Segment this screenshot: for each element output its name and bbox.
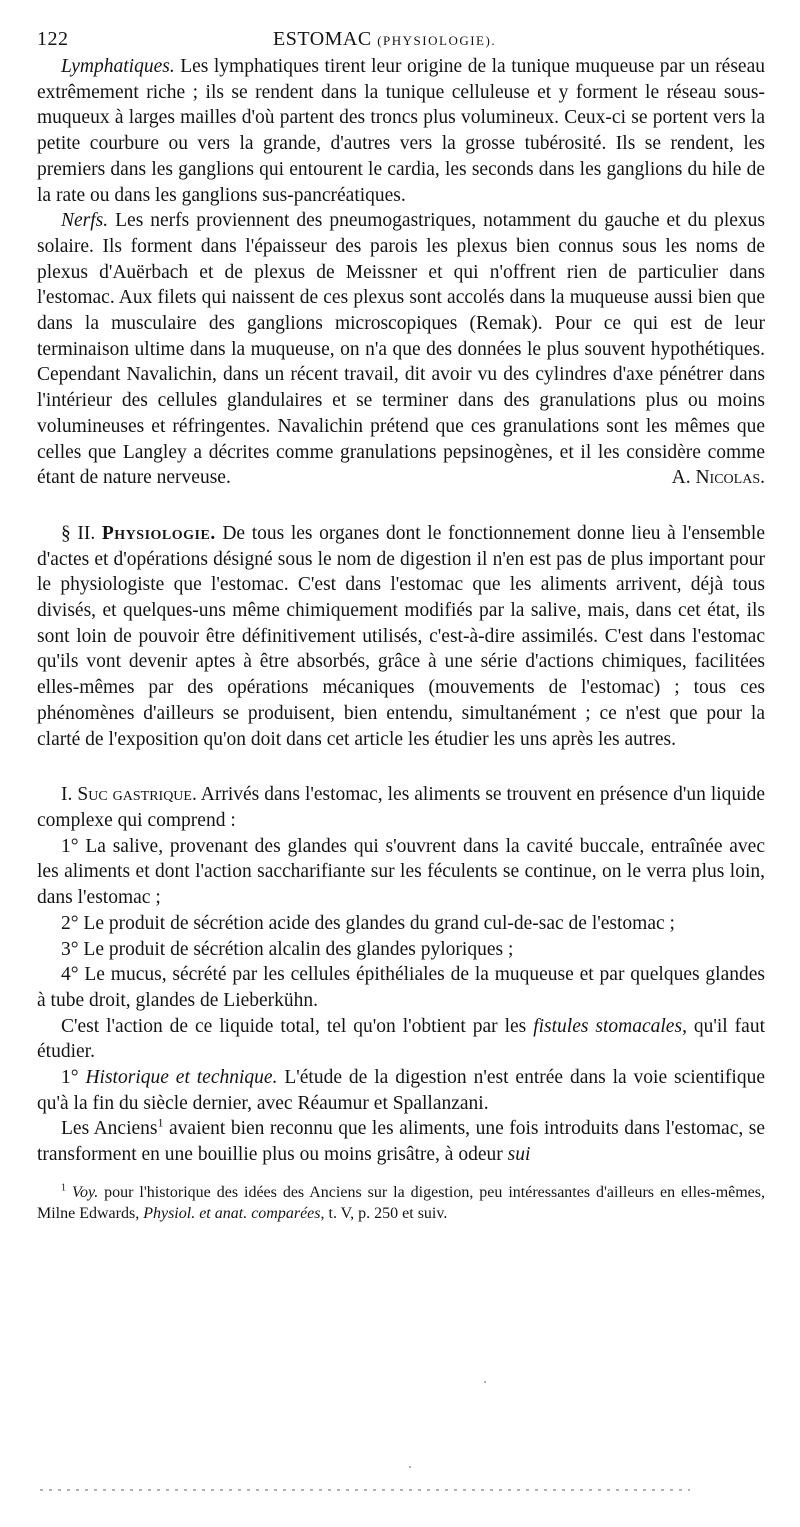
footnote-ref: 1 [157,1115,164,1130]
lead-nerfs: Nerfs. [61,210,109,232]
footnote-reference: Physiol. et anat. comparées [143,1204,321,1222]
paragraph-physiologie [37,521,765,752]
fistules-term: fistules stomacales [533,1015,683,1037]
paragraph-action [37,1014,765,1065]
footnote-mark: 1 [61,1182,66,1194]
page-number: 122 [37,28,69,50]
footnote-text-2: , t. V, p. 250 et suiv. [320,1204,448,1222]
scan-speck [484,1381,486,1383]
author-signature: A. Nicolas. [671,467,765,489]
text-anciens-before: Les Anciens [61,1118,158,1140]
paragraph-historique [37,1065,765,1116]
scan-speck [409,1466,411,1468]
paragraph-lymphatiques [37,54,765,208]
list-item: 3° Le produit de sécrétion alcalin des glandes pyloriques ; [61,938,514,960]
text-historique: L'étude de la digestion n'est entrée dans la voie scientifique qu'à la fin du siècle dernier, avec Réaumur et Spallanzani. [37,1067,766,1114]
running-title-sub: (PHYSIOLOGIE). [377,33,497,48]
paragraph-nerfs [37,208,765,491]
running-head [37,26,765,54]
text-anciens-after: avaient bien reconnu que les aliments, une fois introduits dans l'estomac, se transforment en une bouillie plus ou moins grisâtre, à odeur [37,1118,765,1166]
footnote [37,1182,765,1224]
list-item: 1° La salive, provenant des glandes qui s'ouvrent dans la cavité buccale, entraînée avec les aliments et dont l'action saccharifiante sur les féculents se continue, on le verra plus loin, dans l'estomac ; [37,835,765,909]
list-item: 4° Le mucus, sécrété par les cellules épithéliales de la muqueuse et par quelques glandes à tube droit, glandes de Lieberkühn. [37,964,765,1011]
subsection-heading: Suc gastrique. [77,784,197,806]
running-title [273,28,496,51]
list-item: 2° Le produit de sécrétion acide des glandes du grand cul-de-sac de l'estomac ; [61,912,675,934]
lead-lymphatiques: Lymphatiques. [61,56,175,77]
text-anciens-italic: sui [507,1144,531,1166]
subsection-number: I. [61,784,73,806]
bleed-through-line [40,1489,690,1491]
text-physiologie: De tous les organes dont le fonctionnement donne lieu à l'ensemble d'actes et d'opérations désigné sous le nom de digestion il n'en est pas de plus important pour le physiologiste que l'estomac. C'est dans l'estomac que les aliments arrivent, déjà tous divisés, et quelques-uns même chimiquement modifiés par la salive, mais, dans cet état, ils sont loin de pouvoir être définitivement utilisés, c'est-à-dire assimilés. C'est dans l'estomac qu'ils vont devenir aptes à être absorbés, grâce à une série d'actions chimiques, facilitées elles-mêmes par des opérations mécaniques (mouvements de l'estomac) ; tous ces phénomènes d'ailleurs se produisent, bien entendu, simultanément ; ce n'est que pour la clarté de l'exposition qu'on doit dans cet article les étudier les uns après les autres. [37,522,766,750]
paragraph-anciens [37,1116,765,1167]
footnote-text-1: pour l'historique des idées des Anciens sur la digestion, peu intéressantes d'ailleurs en elles-mêmes, Milne Edwards, [37,1183,766,1222]
historique-number: 1° [61,1067,79,1089]
footnote-voy: Voy. [71,1183,99,1201]
historique-heading: Historique et technique. [85,1067,278,1089]
page [37,26,765,1224]
text-lymphatiques: Les lymphatiques tirent leur origine de la tunique muqueuse par un réseau extrêmement riche ; ils se rendent dans la tunique celluleuse et y forment le réseau sous-muqueux à larges mailles d'où partent des troncs plus volumineux. Ceux-ci se portent vers la petite courbure ou vers la grande, d'autres vers la grosse tubérosité. Ils se rendent, les premiers dans les ganglions qui entourent le cardia, les seconds dans les ganglions du hile de la rate ou dans les ganglions sus-pancréatiques. [37,56,765,206]
text-action-before: C'est l'action de ce liquide total, tel qu'on l'obtient par les [61,1015,534,1037]
paragraph-suc-gastrique [37,782,765,833]
text-suc-intro: Arrivés dans l'estomac, les aliments se trouvent en présence d'un liquide complexe qui comprend : [37,784,765,831]
text-nerfs: Les nerfs proviennent des pneumogastriques, notamment du gauche et du plexus solaire. Ils forment dans l'épaisseur des parois les plexus bien connus sous les noms de plexus d'Auërbach et de plexus de Meissner et qui n'offrent rien de particulier dans l'estomac. Aux filets qui naissent de ces plexus sont accolés dans la muqueuse aussi bien que dans la musculaire des ganglions microscopiques (Remak). Pour ce qui est de leur terminaison ultime dans la muqueuse, on n'a que des données le plus souvent hypothétiques. Cependant Navalichin, dans un récent travail, dit avoir vu des cylindres d'axe pénétrer dans l'intérieur des cellules glandulaires et se terminer dans des granulations plus ou moins volumineuses et réfringentes. Navalichin prétend que ces granulations sont les mêmes que celles que Langley a décrites comme granulations pepsinogènes, et il les considère comme étant de nature nerveuse. [37,210,765,489]
section-number: § II. [61,522,96,544]
text-action-after: , qu'il faut étudier. [37,1015,765,1063]
section-heading: Physiologie. [101,522,216,544]
running-title-main: ESTOMAC [273,28,372,50]
